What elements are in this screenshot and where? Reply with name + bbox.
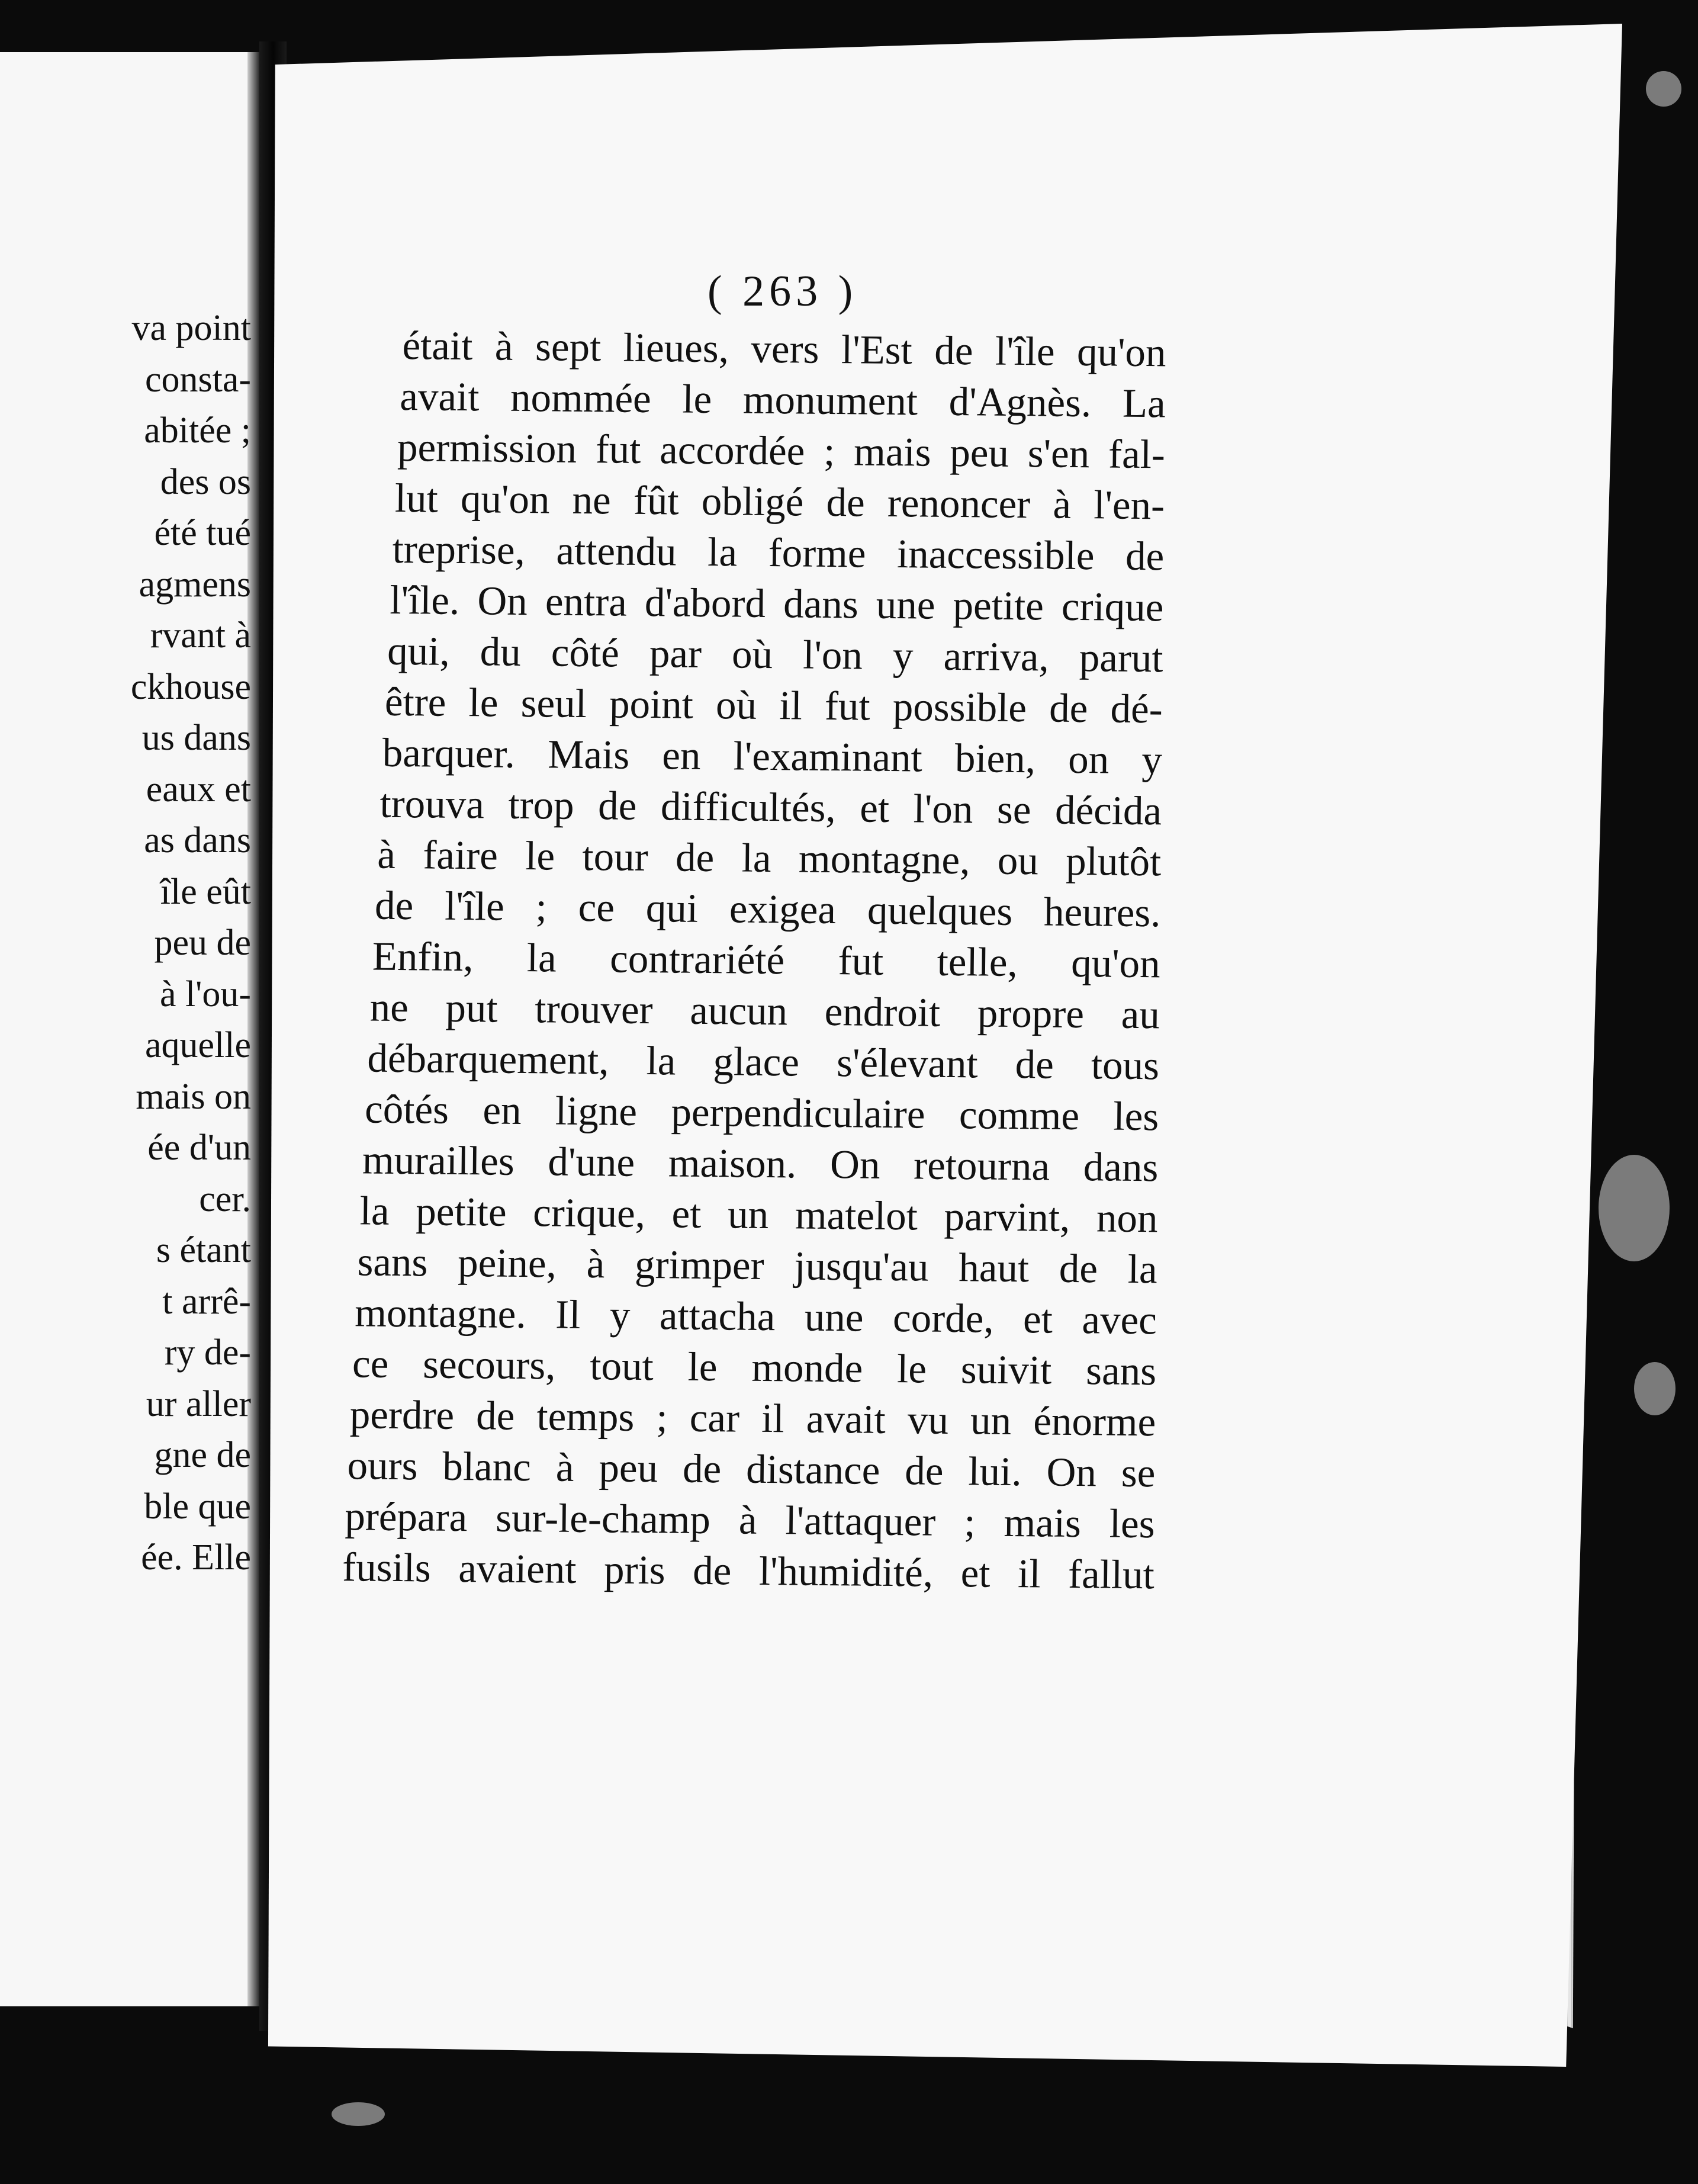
text-line: ours blanc à peu de distance de lui. On se bbox=[347, 1443, 1156, 1496]
text-line: avait nommée le monument d'Agnès. La bbox=[400, 373, 1166, 426]
left-text-fragment: île eût bbox=[160, 871, 251, 912]
text-line: lut qu'on ne fût obligé de renoncer à l'en- bbox=[394, 475, 1165, 528]
left-text-fragment: t arrê- bbox=[162, 1281, 251, 1322]
text-line: Enfin, la contrariété fut telle, qu'on bbox=[372, 933, 1160, 987]
text-line: fusils avaient pris de l'humidité, et il fallut bbox=[342, 1544, 1155, 1598]
text-line: qui, du côté par où l'on y arriva, parut bbox=[387, 628, 1163, 681]
left-text-fragment: peu de bbox=[154, 923, 251, 963]
left-text-fragment: des os bbox=[160, 461, 251, 502]
text-line: murailles d'une maison. On retourna dans bbox=[362, 1137, 1159, 1190]
left-text-fragment: as dans bbox=[144, 820, 251, 860]
left-text-fragment: va point bbox=[131, 308, 251, 348]
left-text-fragment: us dans bbox=[142, 718, 251, 758]
text-line: montagne. Il y attacha une corde, et avec bbox=[354, 1290, 1157, 1343]
left-text-fragment: mais on bbox=[136, 1076, 251, 1117]
text-line: débarquement, la glace s'élevant de tous bbox=[367, 1035, 1160, 1088]
left-text-fragment: ée. Elle bbox=[141, 1537, 251, 1578]
left-text-fragment: s étant bbox=[156, 1230, 251, 1270]
scan-speck bbox=[1646, 71, 1681, 107]
left-text-fragment: rvant à bbox=[150, 615, 251, 656]
left-text-fragment: aquelle bbox=[144, 1025, 251, 1065]
text-line: perdre de temps ; car il avait vu un énorme bbox=[349, 1392, 1156, 1445]
scan-speck bbox=[1599, 1155, 1670, 1261]
left-text-fragment: ckhouse bbox=[130, 666, 251, 707]
left-text-fragment: été tué bbox=[154, 513, 251, 553]
text-line: était à sept lieues, vers l'Est de l'île qu'on bbox=[402, 322, 1166, 375]
text-line: de l'île ; ce qui exigea quelques heures. bbox=[374, 882, 1161, 936]
left-text-fragment: agmens bbox=[139, 564, 251, 605]
text-line: ne put trouver aucun endroit propre au bbox=[369, 984, 1160, 1038]
text-line: trouva trop de difficultés, et l'on se décida bbox=[380, 781, 1162, 834]
text-line: l'île. On entra d'abord dans une petite crique bbox=[390, 577, 1164, 630]
text-line: côtés en ligne perpendiculaire comme les bbox=[364, 1086, 1159, 1139]
text-line: à faire le tour de la montagne, ou plutôt bbox=[377, 831, 1162, 885]
left-text-fragment: gne de bbox=[154, 1435, 251, 1475]
scan-speck bbox=[332, 2102, 385, 2126]
text-line: prépara sur-le-champ à l'attaquer ; mais les bbox=[345, 1494, 1155, 1547]
page-number: ( 263 ) bbox=[708, 267, 858, 316]
text-line: sans peine, à grimper jusqu'au haut de la bbox=[357, 1239, 1158, 1292]
text-line: permission fut accordée ; mais peu s'en fal- bbox=[397, 424, 1166, 477]
text-line: barquer. Mais en l'examinant bien, on y bbox=[382, 730, 1163, 783]
left-text-fragment: consta- bbox=[144, 359, 251, 400]
left-text-fragment: ry de- bbox=[164, 1332, 251, 1373]
body-text bbox=[342, 320, 1166, 1600]
left-text-fragment: à l'ou- bbox=[159, 974, 251, 1014]
text-line: la petite crique, et un matelot parvint, non bbox=[359, 1188, 1158, 1241]
left-text-fragment: ée d'un bbox=[147, 1128, 251, 1168]
left-text-fragment: eaux et bbox=[146, 769, 251, 810]
left-text-fragment: ble que bbox=[144, 1486, 251, 1527]
scan-speck bbox=[1634, 1362, 1676, 1415]
text-line: treprise, attendu la forme inaccessible de bbox=[392, 526, 1165, 579]
left-text-fragment: abitée ; bbox=[144, 410, 251, 451]
text-line: être le seul point où il fut possible de dé- bbox=[384, 679, 1163, 732]
left-text-fragment: ur aller bbox=[146, 1383, 251, 1424]
left-page bbox=[0, 52, 259, 2006]
left-text-fragment: cer. bbox=[199, 1178, 251, 1219]
text-line: ce secours, tout le monde le suivit sans bbox=[352, 1341, 1157, 1394]
